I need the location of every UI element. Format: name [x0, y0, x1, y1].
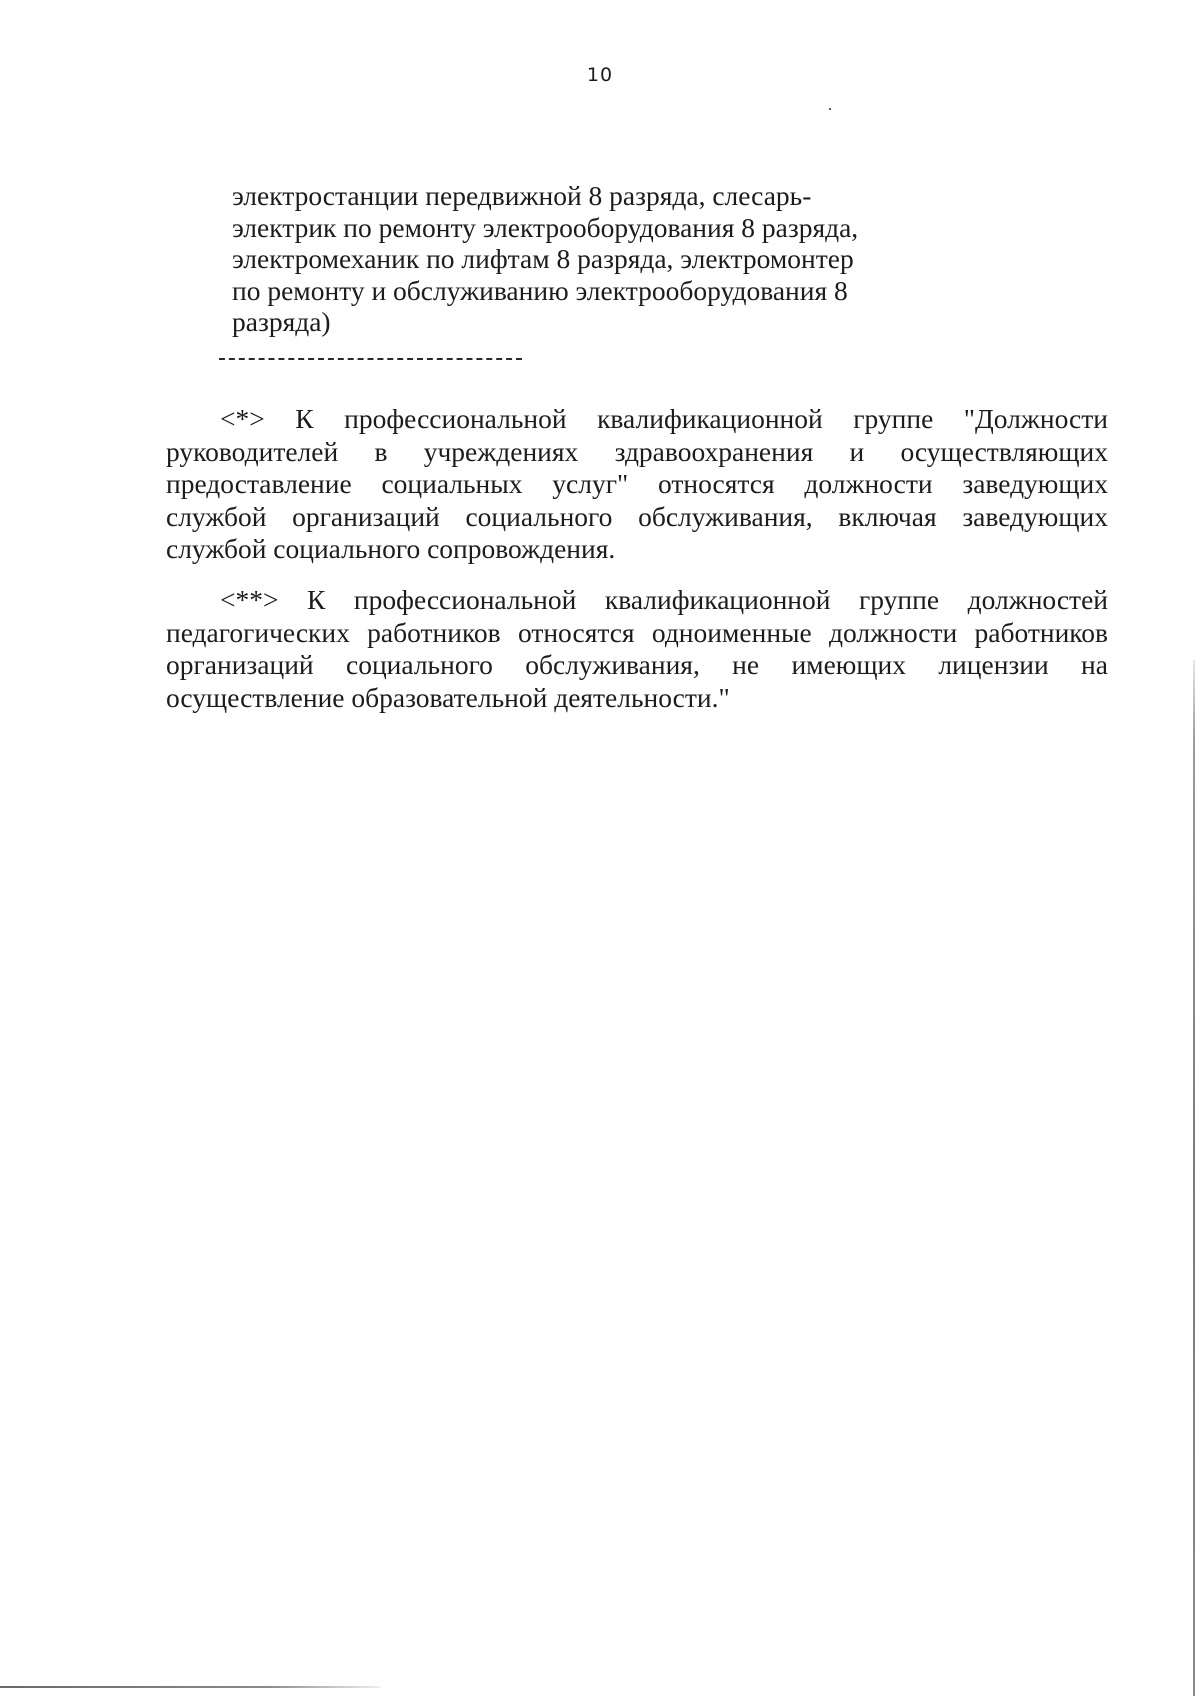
- footnote-line: службой социального сопровождения.: [166, 533, 616, 564]
- table-cell-continuation: [232, 180, 932, 338]
- footnote-line: <**> К профессиональной квалификационной группе должностей: [220, 584, 1108, 615]
- footnote-line: предоставление социальных услуг" относятся должности заведующих: [166, 468, 1108, 499]
- footnote-line: организаций социального обслуживания, не имеющих лицензии на: [166, 649, 1108, 680]
- table-text-line: электромеханик по лифтам 8 разряда, электромонтер: [232, 243, 854, 274]
- table-text-line: электрик по ремонту электрооборудования 8 разряда,: [232, 211, 859, 243]
- footnote-line: руководителей в учреждениях здравоохранения и осуществляющих: [166, 435, 1108, 467]
- scan-artifact-dot: [829, 108, 831, 110]
- footnote-line: <*> К профессиональной квалификационной группе "Должности: [220, 403, 1108, 434]
- footnote-line: службой организаций социального обслуживания, включая заведующих: [166, 500, 1108, 532]
- footnote-line: педагогических работников относятся одноименные должности работников: [166, 616, 1108, 648]
- footnote-2: [166, 584, 1108, 714]
- table-text-line: электростанции передвижной 8 разряда, слесарь-: [232, 180, 812, 211]
- table-text-line: разряда): [232, 306, 331, 337]
- footnote-line: осуществление образовательной деятельности.": [166, 681, 730, 713]
- footnote-separator: [219, 358, 522, 360]
- scan-right-edge: [1193, 660, 1195, 1696]
- page-number: 10: [586, 64, 614, 86]
- footnote-1: [166, 403, 1108, 566]
- scan-bottom-edge: [0, 1686, 380, 1688]
- table-text-line: по ремонту и обслуживанию электрооборудования 8: [232, 274, 848, 306]
